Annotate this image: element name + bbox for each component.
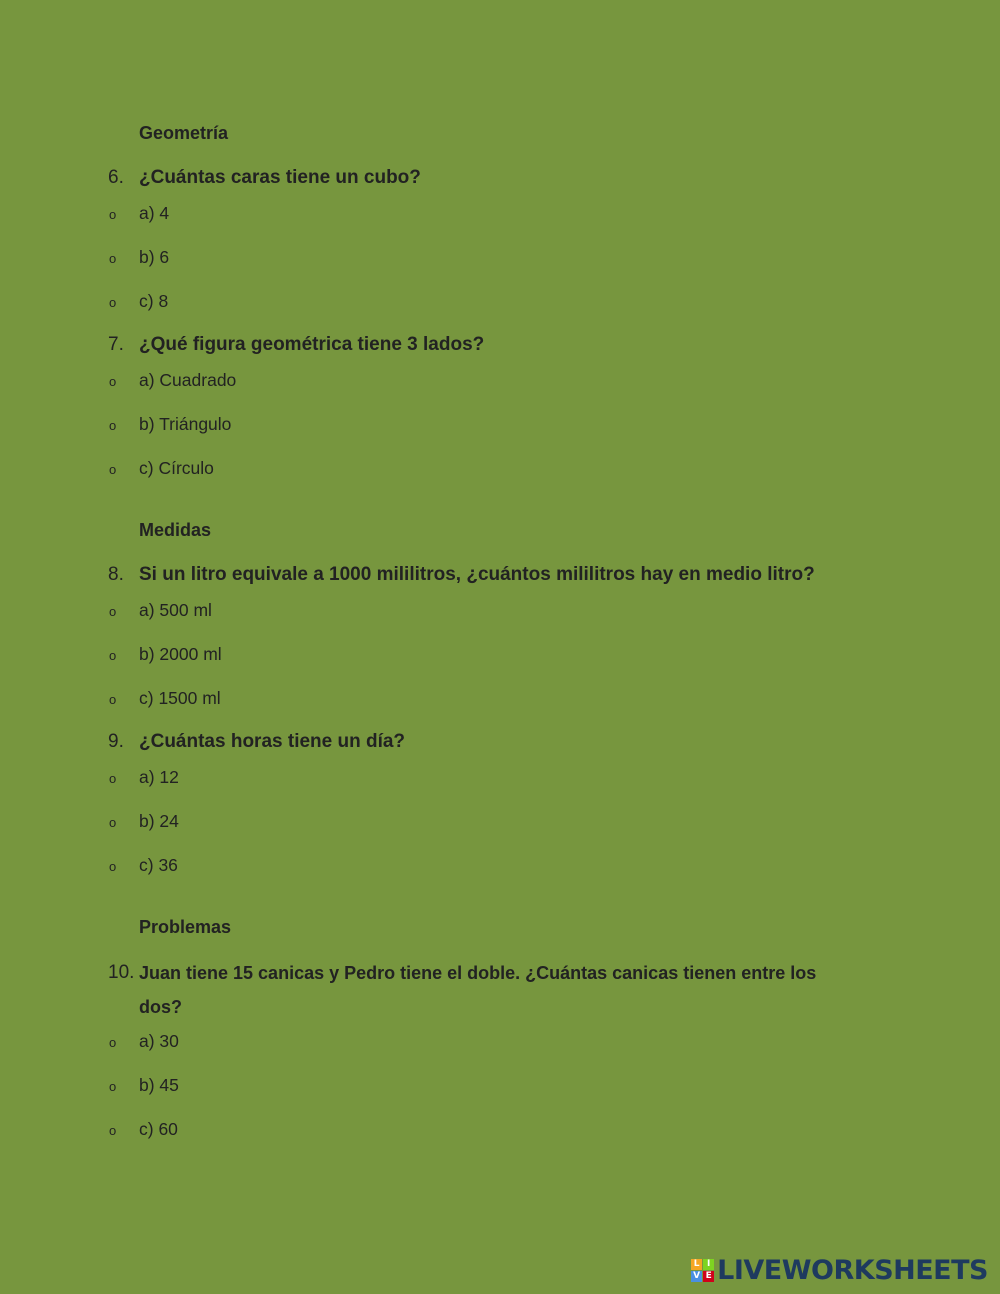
option-bullet: o <box>109 462 117 477</box>
logo-letter: I <box>703 1259 714 1270</box>
option-bullet: o <box>109 1123 117 1138</box>
option-label[interactable]: a) 30 <box>139 1031 179 1051</box>
option-bullet: o <box>109 207 117 222</box>
option-label[interactable]: b) 45 <box>139 1075 179 1095</box>
option-label[interactable]: b) 24 <box>139 811 179 831</box>
question-text-line1: Juan tiene 15 canicas y Pedro tiene el doble. ¿Cuántas canicas tienen entre los <box>139 963 817 983</box>
option-label[interactable]: a) 12 <box>139 767 179 787</box>
section-heading-problemas: Problemas <box>139 917 232 937</box>
question-text: Si un litro equivale a 1000 mililitros, ¿cuántos mililitros hay en medio litro? <box>139 564 815 585</box>
option-label[interactable]: b) 6 <box>139 247 170 267</box>
option-label[interactable]: c) 8 <box>139 291 169 311</box>
option-label[interactable]: b) 2000 ml <box>139 644 222 664</box>
question-number: 10. <box>108 962 135 983</box>
section-heading-medidas: Medidas <box>139 520 212 540</box>
logo-letter: E <box>703 1271 714 1282</box>
liveworksheets-logo-icon <box>691 1259 714 1282</box>
section-heading-geometria: Geometría <box>139 123 229 143</box>
option-label[interactable]: c) Círculo <box>139 458 214 478</box>
option-bullet: o <box>109 295 117 310</box>
option-label[interactable]: c) 60 <box>139 1119 178 1139</box>
option-label[interactable]: a) Cuadrado <box>139 370 237 390</box>
option-label[interactable]: b) Triángulo <box>139 414 232 434</box>
option-bullet: o <box>109 1079 117 1094</box>
option-bullet: o <box>109 374 117 389</box>
option-bullet: o <box>109 1035 117 1050</box>
liveworksheets-logo[interactable] <box>691 1254 988 1286</box>
option-bullet: o <box>109 418 117 433</box>
option-bullet: o <box>109 815 117 830</box>
liveworksheets-wordmark: LIVEWORKSHEETS <box>717 1254 988 1286</box>
option-label[interactable]: c) 36 <box>139 855 178 875</box>
question-text-line2: dos? <box>139 997 182 1017</box>
question-text: ¿Cuántas horas tiene un día? <box>139 731 406 752</box>
option-bullet: o <box>109 604 117 619</box>
question-number: 6. <box>108 167 124 188</box>
option-bullet: o <box>109 859 117 874</box>
option-label[interactable]: c) 1500 ml <box>139 688 221 708</box>
option-bullet: o <box>109 648 117 663</box>
question-text: ¿Qué figura geométrica tiene 3 lados? <box>139 334 485 355</box>
logo-letter: V <box>691 1271 702 1282</box>
option-label[interactable]: a) 500 ml <box>139 600 212 620</box>
question-number: 9. <box>108 731 124 752</box>
option-bullet: o <box>109 251 117 266</box>
question-number: 8. <box>108 564 124 585</box>
option-bullet: o <box>109 771 117 786</box>
question-number: 7. <box>108 334 124 355</box>
question-text: ¿Cuántas caras tiene un cubo? <box>139 167 421 188</box>
option-label[interactable]: a) 4 <box>139 203 170 223</box>
logo-letter: L <box>691 1259 702 1270</box>
option-bullet: o <box>109 692 117 707</box>
